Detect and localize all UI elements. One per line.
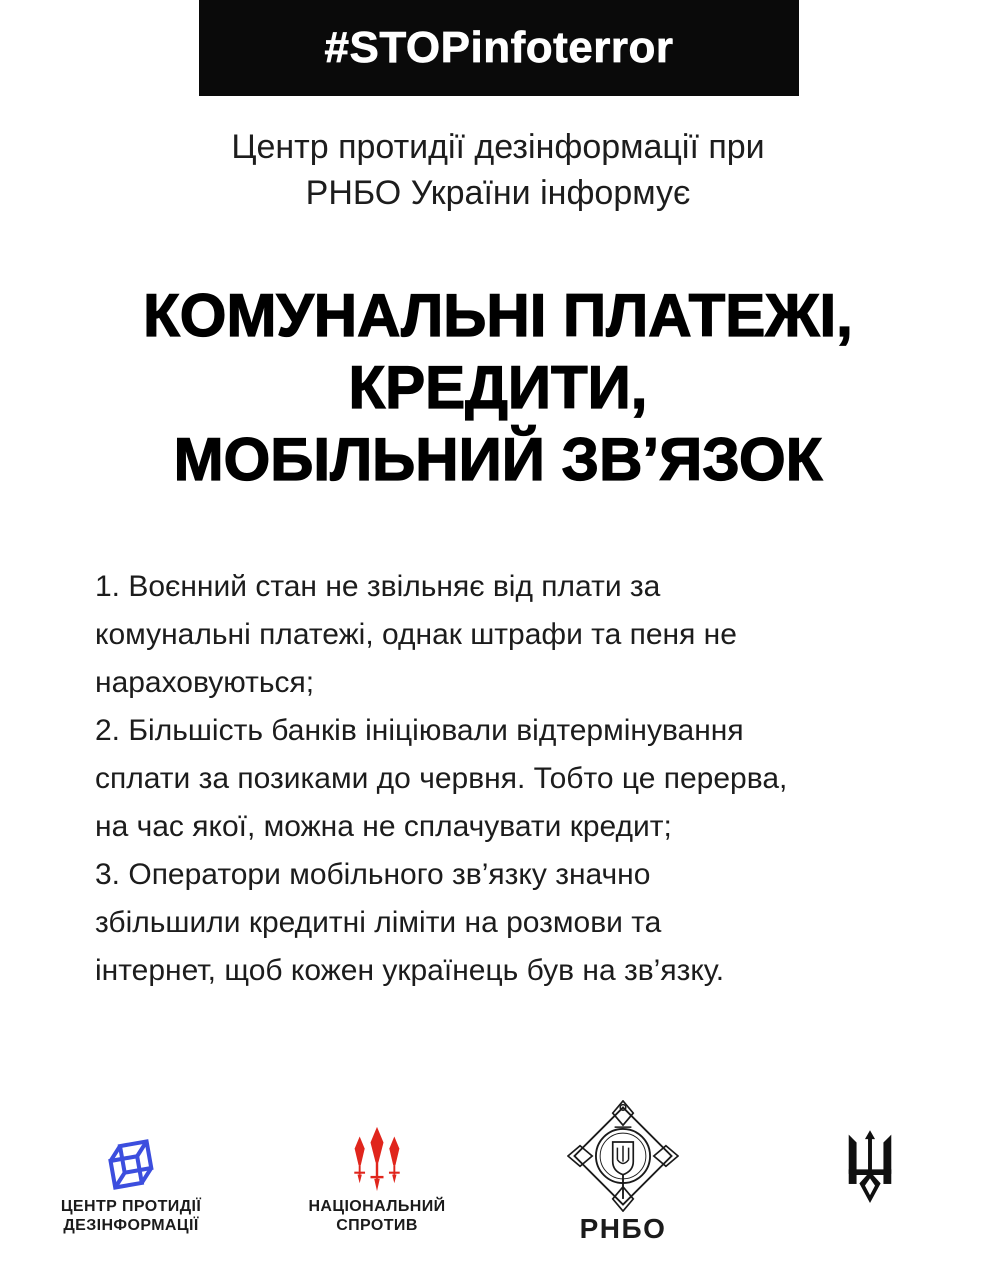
logo-cpd-label-line: ДЕЗІНФОРМАЦІЇ: [63, 1217, 199, 1234]
logo-resistance-label-line: СПРОТИВ: [336, 1217, 418, 1234]
hashtag-banner: [199, 0, 799, 96]
logo-rnbo: [545, 1100, 701, 1244]
info-line: 3. Оператори мобільного зв’язку значно: [95, 858, 651, 891]
info-line: 2. Більшість банків ініціювали відтермінування: [95, 714, 744, 747]
logo-cpd: [36, 1128, 226, 1235]
heading-line: КРЕДИТИ,: [348, 354, 648, 421]
hashtag-title: #STOPinfoterror: [324, 23, 674, 72]
tryzub-icon: [842, 1128, 898, 1220]
info-line: збільшили кредитні ліміти на розмови та: [95, 906, 662, 939]
logo-resistance: [287, 1126, 467, 1235]
info-line: інтернет, щоб кожен українець був на зв’язку.: [95, 954, 725, 987]
info-item-3: [95, 851, 935, 995]
wireframe-cube-icon: [104, 1128, 158, 1192]
logo-trident: [840, 1128, 900, 1220]
info-item-2: [95, 707, 935, 851]
info-line: сплати за позиками до червня. Тобто це перерва,: [95, 762, 788, 795]
info-line: нараховуються;: [95, 666, 315, 699]
three-swords-icon: [351, 1126, 403, 1192]
info-line: комунальні платежі, однак штрафи та пеня не: [95, 618, 737, 651]
subtitle-line: РНБО України інформує: [305, 174, 691, 212]
subtitle-line: Центр протидії дезінформації при: [231, 128, 765, 166]
info-line: 1. Воєнний стан не звільняє від плати за: [95, 570, 661, 603]
info-line: на час якої, можна не сплачувати кредит;: [95, 810, 672, 843]
info-list: [95, 563, 935, 995]
logo-cpd-label-line: ЦЕНТР ПРОТИДІЇ: [60, 1198, 202, 1215]
logo-resistance-label-line: НАЦІОНАЛЬНИЙ: [308, 1198, 446, 1215]
main-heading: [0, 280, 996, 496]
logo-rnbo-label: РНБО: [579, 1213, 667, 1244]
info-item-1: [95, 563, 935, 707]
heading-line: МОБІЛЬНИЙ ЗВ’ЯЗОК: [173, 426, 823, 493]
org-subtitle: [0, 124, 996, 216]
heading-line: КОМУНАЛЬНІ ПЛАТЕЖІ,: [143, 282, 853, 349]
nsdc-emblem-icon: [567, 1100, 679, 1212]
logo-cpd-label: [61, 1197, 201, 1235]
logo-resistance-label: [308, 1197, 445, 1235]
